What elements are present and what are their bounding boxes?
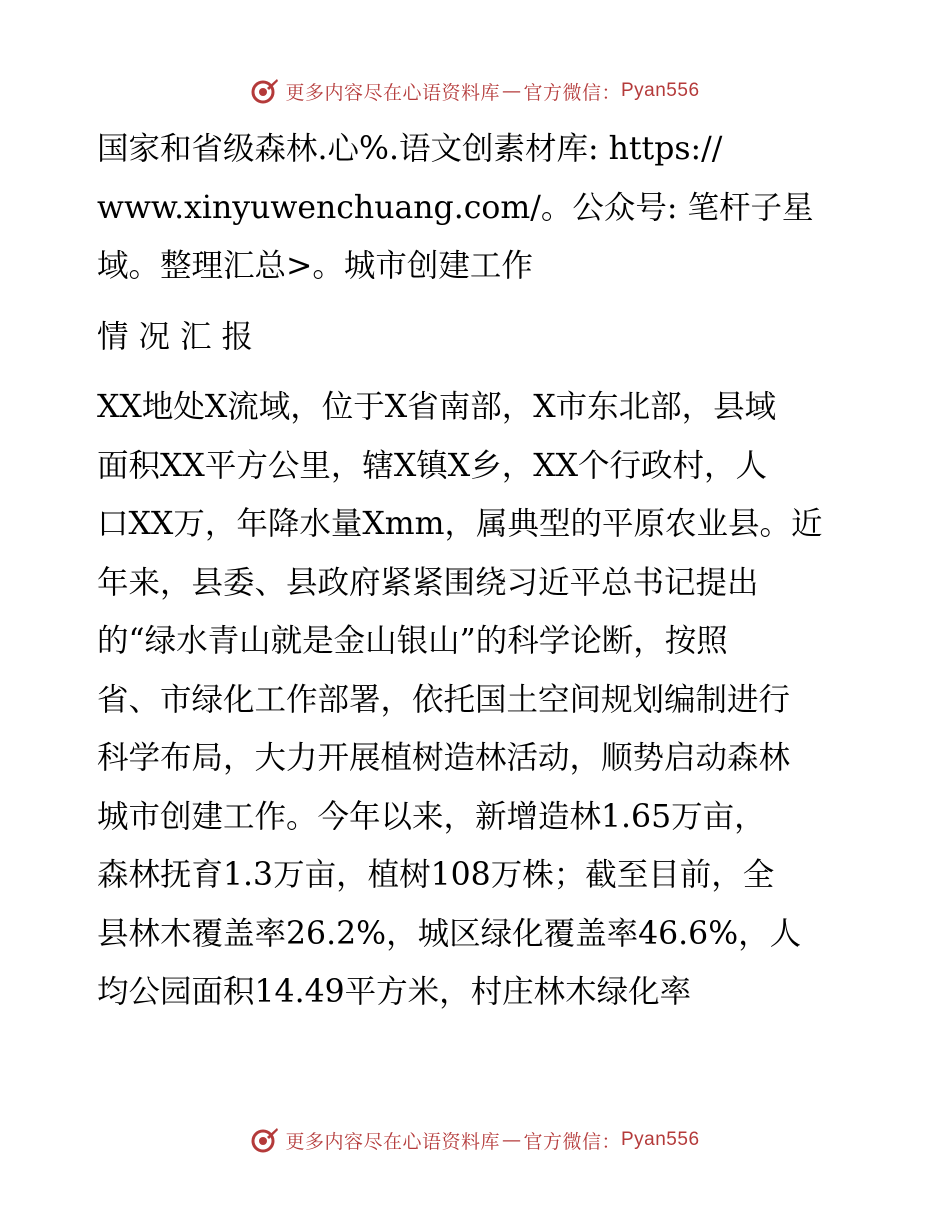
body-line: 城市创建工作。今年以来，新增造林1.65万亩， [97, 798, 766, 835]
banner-wechat-id: Pyan556 [621, 1129, 700, 1150]
body-line: 县林木覆盖率26.2%，城区绿化覆盖率46.6%，人 [97, 915, 802, 952]
banner-wechat-id: Pyan556 [621, 80, 700, 101]
header-banner [0, 71, 950, 111]
body-line: 森林抚育1.3万亩，植树108万株；截至目前，全 [97, 857, 775, 893]
banner-dash: — [501, 1129, 522, 1151]
body-line: 均公园面积14.49平方米，村庄林木绿化率 [97, 974, 692, 1010]
banner-text: 更多内容尽在心语资料库 [285, 1130, 500, 1153]
body-line: 年来，县委、县政府紧紧围绕习近平总书记提出 [97, 564, 759, 601]
intro-line: 国家和省级森林.心%.语文创素材库: https:// [97, 131, 723, 167]
intro-line: www.xinyuwenchuang.com/。公众号: 笔杆子星 [97, 189, 814, 226]
banner-dash: — [501, 80, 522, 102]
body-line: 面积XX平方公里，辖X镇X乡，XX个行政村，人 [97, 447, 768, 484]
body-line: XX地处X流域，位于X省南部，X市东北部，县域 [97, 389, 777, 425]
banner-wechat-label: 官方微信： [523, 81, 621, 104]
brand-logo-icon [250, 76, 280, 106]
body-line: 科学布局，大力开展植树造林活动，顺势启动森林 [97, 740, 791, 776]
banner-text: 更多内容尽在心语资料库 [285, 81, 500, 104]
document-title: 情 况 汇 报 [97, 318, 254, 355]
body-line: 省、市绿化工作部署，依托国土空间规划编制进行 [97, 681, 791, 718]
body-line: 口XX万，年降水量Xmm，属典型的平原农业县。近 [97, 506, 823, 542]
document-body [97, 120, 897, 1022]
footer-banner [0, 1120, 950, 1160]
brand-logo-icon [250, 1125, 280, 1155]
banner-wechat-label: 官方微信： [523, 1130, 621, 1153]
intro-line: 域。整理汇总>。城市创建工作 [97, 248, 533, 284]
body-line: 的“绿水青山就是金山银山”的科学论断，按照 [97, 623, 728, 659]
